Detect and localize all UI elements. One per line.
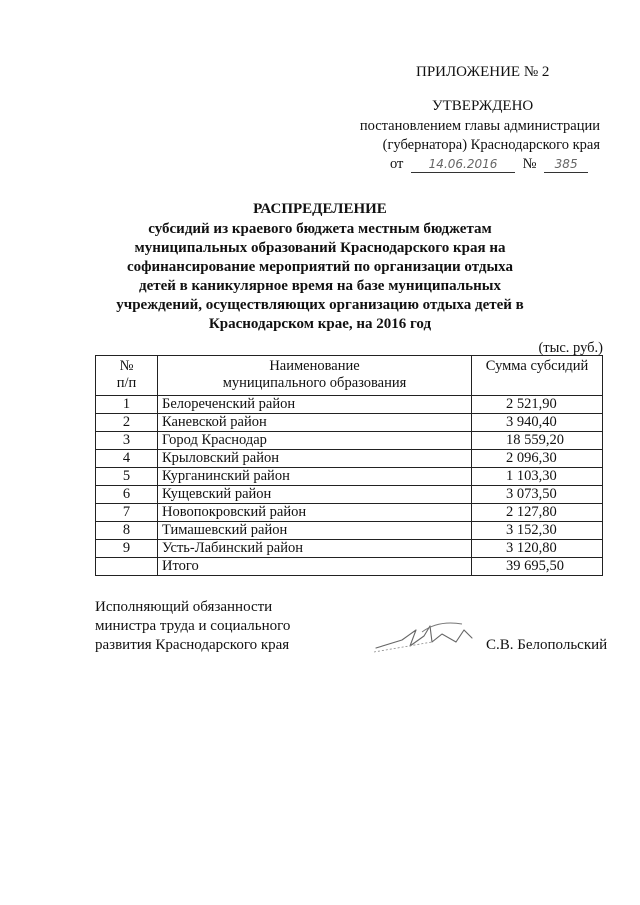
row-sum: 3 073,50 [472,486,603,504]
from-label: от [390,156,404,172]
subsidies-table [95,355,603,576]
table-total-row [96,558,603,576]
table-row [96,522,603,540]
total-number [96,558,158,576]
table-row [96,414,603,432]
approved-label: УТВЕРЖДЕНО [432,98,534,114]
header-name-line-1: Наименование [269,358,360,374]
table-row [96,540,603,558]
row-municipality: Новопокровский район [158,504,472,522]
row-municipality: Кущевский район [158,486,472,504]
handwritten-number: 385 [544,156,588,173]
header-sum: Сумма субсидий [472,356,603,396]
title-line-2: муниципальных образований Краснодарского края на [134,240,506,256]
row-municipality: Тимашевский район [158,522,472,540]
row-municipality: Белореченский район [158,396,472,414]
decree-date-line [390,156,588,173]
title-line-4: детей в каникулярное время на базе муниципальных [139,278,501,294]
table-header-row [96,356,603,396]
row-number: 2 [96,414,158,432]
signatory-title-line-2: министра труда и социального [95,618,291,634]
row-number: 6 [96,486,158,504]
row-municipality: Курганинский район [158,468,472,486]
header-number [96,356,158,396]
row-number: 5 [96,468,158,486]
row-sum: 3 940,40 [472,414,603,432]
header-name [158,356,472,396]
header-number-line-1: № [119,358,134,374]
handwritten-signature [372,612,482,660]
table-row [96,450,603,468]
title-line-3: софинансирование мероприятий по организации отдыха [126,259,513,275]
row-sum: 2 127,80 [472,504,603,522]
row-number: 3 [96,432,158,450]
handwritten-date: 14.06.2016 [411,156,515,173]
header-number-line-2: п/п [116,375,137,391]
row-sum: 18 559,20 [472,432,603,450]
title-line-6: Краснодарском крае, на 2016 год [208,316,432,332]
row-municipality: Каневской район [158,414,472,432]
table-row [96,468,603,486]
units-label: (тыс. руб.) [538,340,603,356]
table-row [96,396,603,414]
title-line-1: субсидий из краевого бюджета местным бюджетам [148,221,492,237]
signatory-title-line-3: развития Краснодарского края [95,637,290,653]
row-number: 8 [96,522,158,540]
row-sum: 3 152,30 [472,522,603,540]
decree-line-2: (губернатора) Краснодарского края [382,137,600,153]
total-label: Итого [158,558,472,576]
table-row [96,432,603,450]
appendix-label: ПРИЛОЖЕНИЕ № 2 [416,64,550,80]
row-number: 1 [96,396,158,414]
header-name-line-2: муниципального образования [222,375,407,391]
title-line-5: учреждений, осуществляющих организацию отдыха детей в [116,297,524,313]
total-sum: 39 695,50 [472,558,603,576]
row-number: 4 [96,450,158,468]
row-sum: 2 521,90 [472,396,603,414]
table-row [96,504,603,522]
row-number: 7 [96,504,158,522]
row-sum: 3 120,80 [472,540,603,558]
row-municipality: Усть-Лабинский район [158,540,472,558]
number-label: № [522,156,537,172]
row-municipality: Крыловский район [158,450,472,468]
document-heading: РАСПРЕДЕЛЕНИЕ [253,201,387,217]
row-number: 9 [96,540,158,558]
signatory-name: С.В. Белопольский [486,637,608,653]
row-sum: 1 103,30 [472,468,603,486]
row-sum: 2 096,30 [472,450,603,468]
signatory-title-line-1: Исполняющий обязанности [95,599,273,615]
row-municipality: Город Краснодар [158,432,472,450]
decree-line-1: постановлением главы администрации [359,118,600,134]
table-row [96,486,603,504]
